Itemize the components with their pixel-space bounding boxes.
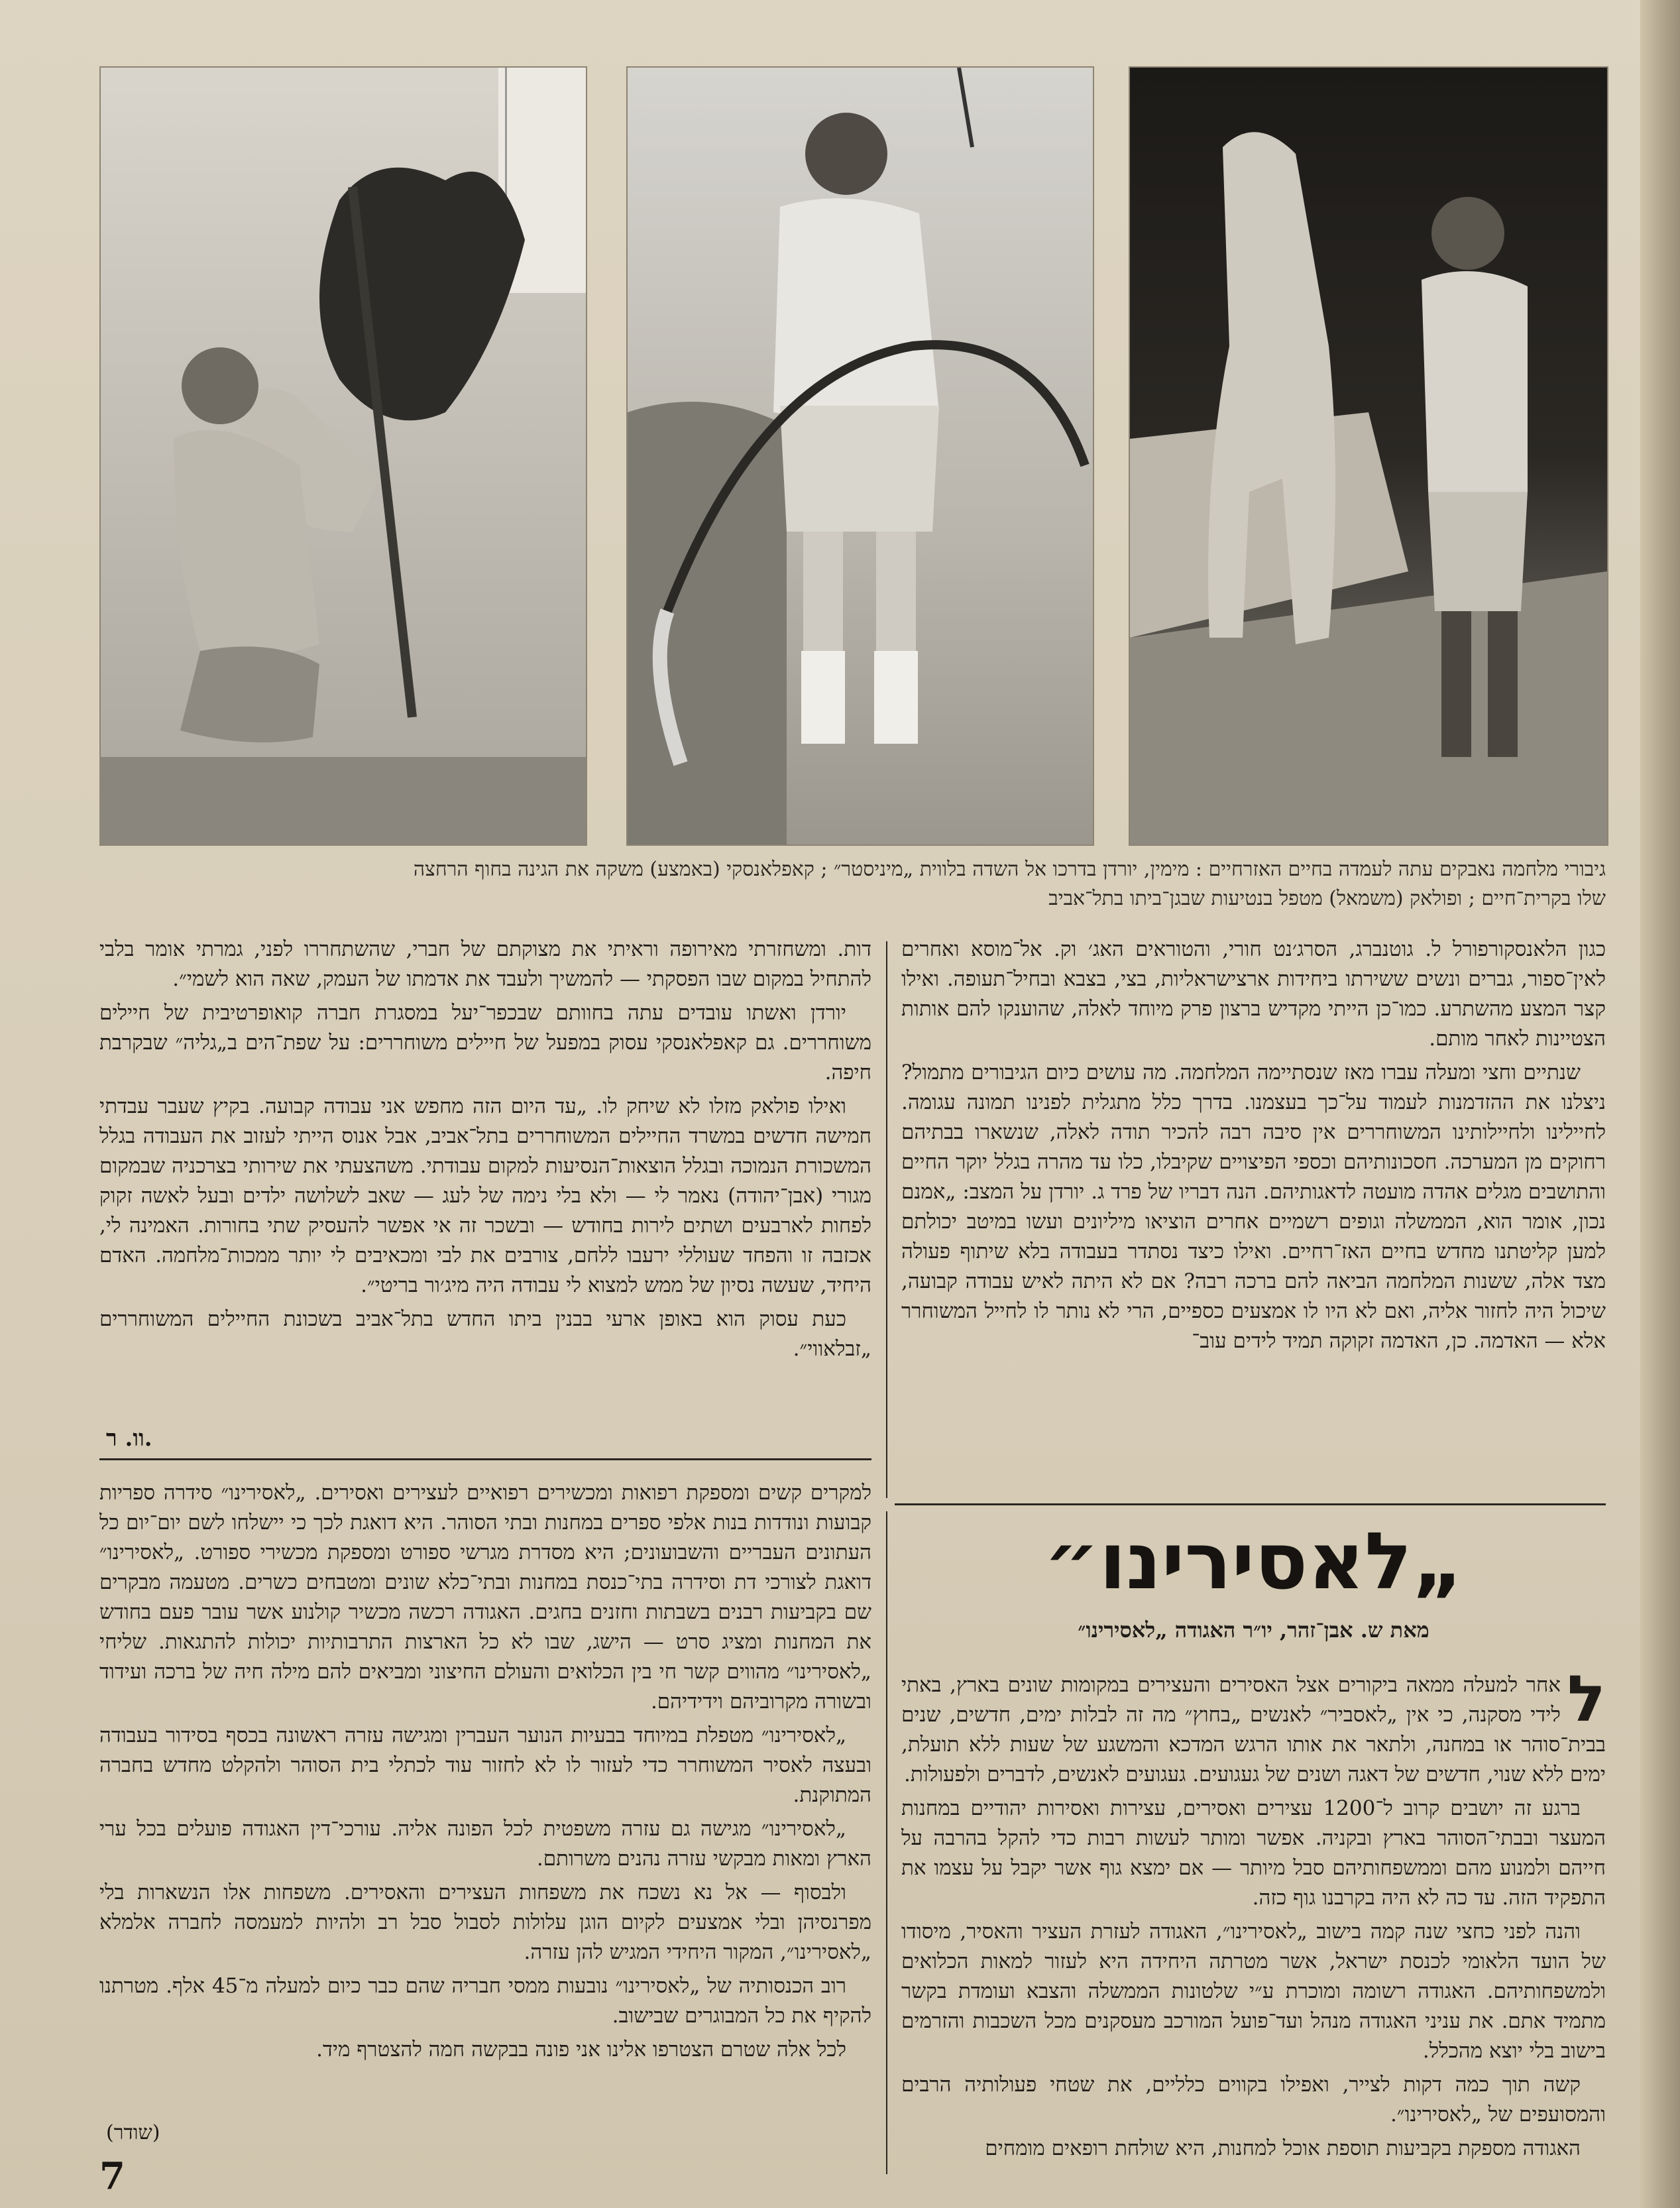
column-divider-lower bbox=[886, 1511, 887, 2174]
caption-line-1: גיבורי מלחמה נאבקים עתה לעמדה בחיים האזרחיים : מימין, יורדן בדרכו אל השדה בלווית „מיניסטר״ ; קאפלאנסקי (באמצע) משקה את הגינה בחוף הרחצה bbox=[413, 858, 1606, 881]
article-right-column bbox=[901, 1670, 1606, 2174]
upper-right-paragraph: שנתיים וחצי ומעלה עברו מאז שנסתיימה המלחמה. מה עושים כיום הגיבורים מתמול? ניצלנו את ההזדמנות לעמוד על־כך בעצמנו. בדרך כלל מתגלית לפנינו תמונה עגומה. לחיילינו ולחיילותינו המשוחררים אין סיבה רבה להכיר תודה לאלה, שנשארו בבתיהם רחוקים מן המערכה. חסכונותיהם וכספי הפיצויים שקיבלו, כלו עד מהרה בגלל יוקר החיים והתושבים מגלים אהדה מועטה לדאגותיהם. הנה דבריו של פרד ג. יורדן על המצב: „אמנם נכון, אומר הוא, הממשלה וגופים רשמיים אחרים הוציאו מיליונים ועשו במיטב יכולתם למען קליטתנו מחדש בחיים האז־רחיים. ואילו כיצד נסתדר בעבודה בלא שיתוף פעולה מצד אלה, ששנות המלחמה הביאה להם ברכה רבה? אם לא היתה לאיש עבודה קבועה, שיכול היה לחזור אליה, ואם לא היו לו אמצעים כספיים, הרי לא נותר לו לחייל המשוחרר אלא — האדמה. כן, האדמה זקוקה תמיד לידים עוב־ bbox=[901, 1061, 1606, 1353]
column-divider bbox=[886, 941, 887, 1498]
page-spine bbox=[1640, 0, 1680, 2208]
upper-left-paragraph: דות. ומשחזרתי מאירופה וראיתי את מצוקתם של חברי, שהשתחררו לפני, גמרתי אומר בלבי להתחיל במקום שבו הפסקתי — להמשיך ולעבד את אדמתו של העמק, שאה הוא לשמי״. bbox=[99, 937, 871, 991]
article-left-paragraph: לכל אלה שטרם הצטרפו אלינו אני פונה בבקשה חמה להצטרף מיד. bbox=[316, 2038, 846, 2062]
photo-polak-horse bbox=[1129, 66, 1608, 846]
photo-horse-image bbox=[1130, 68, 1607, 844]
upper-left-paragraph: ואילו פולאק מזלו לא שיחק לו. „עד היום הזה מחפש אני עבודה קבועה. בקיץ שעבר עבדתי חמישה חדשים במשרד החיילים המשוחררים בתל־אביב, אבל אנוס הייתי לעזוב את העבודה בגלל המשכורת הנמוכה ובגלל הוצאות־הנסיעות למקום עבודתי. משהצעתי את שירותי בצרכניה שבמקום מגורי (אבן־יהודה) נאמר לי — ולא בלי נימה של לעג — שאב לשלושה ילדים ובעל לאשה זקוק לפחות לארבעים ושתים לירות בחודש — ובשכר זה אי אפשר להעסיק שתי בחורות. האמינה לי, אכזבה זו והפחד שעוללי ירעבו ללחם, צורבים את לבי ומכאיבים לי יותר ממכות־מלחמה. האדם היחיד, שעשה נסיון של ממש למצוא לי עבודה היה מיג׳ור בריטי״. bbox=[99, 1094, 871, 1297]
article-left-paragraph: למקרים קשים ומספקת רפואות ומכשירים רפואיים לעצירים ואסירים. „לאסירינו״ סידרה ספריות קבועות ונודדות בנות אלפי ספרים במחנות ובתי הסוהר. היא דואגת לכך כי יישלחו לשם יום־יום כל העתונים העבריים והשבועונים; היא מסדרת מגרשי ספורט ומספקת מכשירי ספורט. „לאסירינו״ דואגת לצורכי דת וסידרה בתי־כנסת במחנות ובתי־כלא שונים ומטבחים כשרים. מטעמה מבקרים שם בקביעות רבנים בשבתות וחזנים בחגים. האגודה רכשה מכשיר קולנוע אשר עובר פעם בחודש את המחנות ומציג סרט — הישג, שבו לא כל הארצות התרבותיות יכולות להתגאות. שליחי „לאסירינו״ מהווים קשר חי בין הכלואים והעולם החיצוני ומביאים להם מילה חיה של ברכה ועידוד ובשורה מקרוביהם וידידיהם. bbox=[99, 1481, 871, 1714]
page-number: 7 bbox=[99, 2154, 125, 2198]
article-right-paragraph: ברגע זה יושבים קרוב ל־1200 עצירים ואסירים, עצירות ואסירות יהודיים במחנות המעצר ובבתי־הסוהר בארץ ובקניה. אפשר ומותר לעשות רבות כדי להקל בהרבה על חייהם ולמנוע מהם וממשפחותיהם סבל מיותר — אם ימצא גוף אשר יקבל על עצמו את התפקיד הזה. עד כה לא היה בקרבנו גוף כזה. bbox=[901, 1796, 1606, 1910]
article-right-paragraph: והנה לפני כחצי שנה קמה בישוב „לאסירינו״, האגודה לעזרת העציר והאסיר, מיסודו של הועד הלאומי לכנסת ישראל, אשר מטרתה היחידה היא לעזור למאות הכלואים ולמשפחותיהם. האגודה רשומה ומוכרת ע״י שלטונות הממשלה והצבא ועומדת בקשר מתמיד אתם. את עניני האגודה מנהל ועד־פועל המורכב מעסקנים מכל השכבות והזרמים בישוב בלי יוצא מהכלל. bbox=[901, 1920, 1606, 2063]
ad-note: (שודר) bbox=[106, 2121, 160, 2144]
section-rule-left bbox=[99, 1458, 871, 1460]
article-left-paragraph: „לאסירינו״ מגישה גם עזרה משפטית לכל הפונה אליה. עורכי־דין האגודה פועלים בכל ערי הארץ ומאות מבקשי עזרה נהנים משרותם. bbox=[99, 1817, 871, 1871]
article-left-column bbox=[99, 1478, 871, 2154]
article-right-paragraph: קשה תוך כמה דקות לצייר, ואפילו בקווים כלליים, את שטחי פעולותיה הרבים והמסועפים של „לאסירינו״. bbox=[901, 2073, 1606, 2126]
article-right-text: אחר למעלה ממאה ביקורים אצל האסירים והעצירים במקומות שונים בארץ, באתי לידי מסקנה, כי אין „לאסביר״ לאנשים „בחוץ״ מה זה לבלות ימים, חדשים, שנים בבית־סוהר או במחנה, ולתאר את אותו הרגש המדכא והמשגע של שעות ללא תועלת, ימים ללא שנוי, חדשים של דאגה ושנים של געגועים. געגועים לאנשים, לדברים ולפעולות. bbox=[901, 1673, 1606, 1786]
article-right-paragraph: האגודה מספקת בקביעות תוספת אוכל למחנות, היא שולחת רופאים מומחים bbox=[985, 2136, 1581, 2160]
upper-left-paragraph: כעת עסוק הוא באופן ארעי בבנין ביתו החדש בתל־אביב בשכונת החיילים המשוחררים „זבלאווי״. bbox=[99, 1307, 871, 1361]
article-right-paragraph bbox=[901, 1670, 1606, 1790]
article-left-paragraph: „לאסירינו״ מטפלת במיוחד בבעיות הנוער העברין ומגישה עזרה ראשונה בכסף בסידור בעבודה ובעצה לאסיר המשוחרר כדי לעזור לו לא לחזור עוד לכתלי בית הסוהר ולהקלט מחדש בחברה המתוקנת. bbox=[99, 1723, 871, 1807]
photo-caption bbox=[99, 855, 1606, 913]
caption-line-2: שלו בקרית־חיים ; ופולאק (משמאל) מטפל בנטיעות שבגן־ביתו בתל־אביב bbox=[1048, 887, 1606, 910]
article-left-paragraph: רוב הכנסותיה של „לאסירינו״ נובעות ממסי חבריה שהם כבר כיום למעלה מ־45 אלף. מטרתנו להקיף את כל המבוגרים שבישוב. bbox=[99, 1974, 871, 2028]
photo-gardening-image bbox=[101, 68, 586, 844]
upper-right-paragraph: כגון הלאנסקורפורל ל. גוטנברג, הסרג׳נט חורי, והטוראים האג׳ וק. אל־מוסא ואחרים לאין־ספור, גברים ונשים ששירתו ביחידות ארצישראליות, בצי, בצבא ובחיל־תעופה. ואילו קצר המצע מהשתרע. כמו־כן הייתי מקדיש ברצון פרק מיוחד לאלה, שהוענקו להם אותות הצטיינות לאחר מותם. bbox=[901, 937, 1606, 1051]
photo-jordan-watering bbox=[626, 66, 1094, 846]
photo-watering-image bbox=[628, 68, 1093, 844]
article-left-paragraph: ולבסוף — אל נא נשכח את משפחות העצירים והאסירים. משפחות אלו הנשארות בלי מפרנסיהן ובלי אמצעים לקיום הוגן עלולות לסבול סבל רב ולהיות למעמסה לחברה אלמלא „לאסירינו״, המקור היחידי המגיש להן עזרה. bbox=[99, 1881, 871, 1964]
upper-left-paragraph: יורדן ואשתו עובדים עתה בחוותם שבכפר־יעל במסגרת חברה קואופרטיבית של חיילים משוחררים. גם קאפלאנסקי עסוק במפעל של חיילים משוחררים: על שפת־הים ב„גליה״ שבקרבת חיפה. bbox=[99, 1001, 871, 1084]
article-title: „לאסירינו״ bbox=[1043, 1515, 1464, 1607]
upper-right-column bbox=[901, 935, 1606, 1501]
photo-kaplansky-gardening bbox=[99, 66, 587, 846]
upper-signature: וו. ר. bbox=[106, 1425, 152, 1452]
section-rule-right bbox=[895, 1503, 1606, 1505]
article-byline: מאת ש. אבן־זהר, יו״ר האגודה „לאסירינו״ bbox=[1078, 1617, 1429, 1643]
upper-left-column bbox=[99, 935, 871, 1465]
drop-cap: ל bbox=[1567, 1670, 1606, 1736]
